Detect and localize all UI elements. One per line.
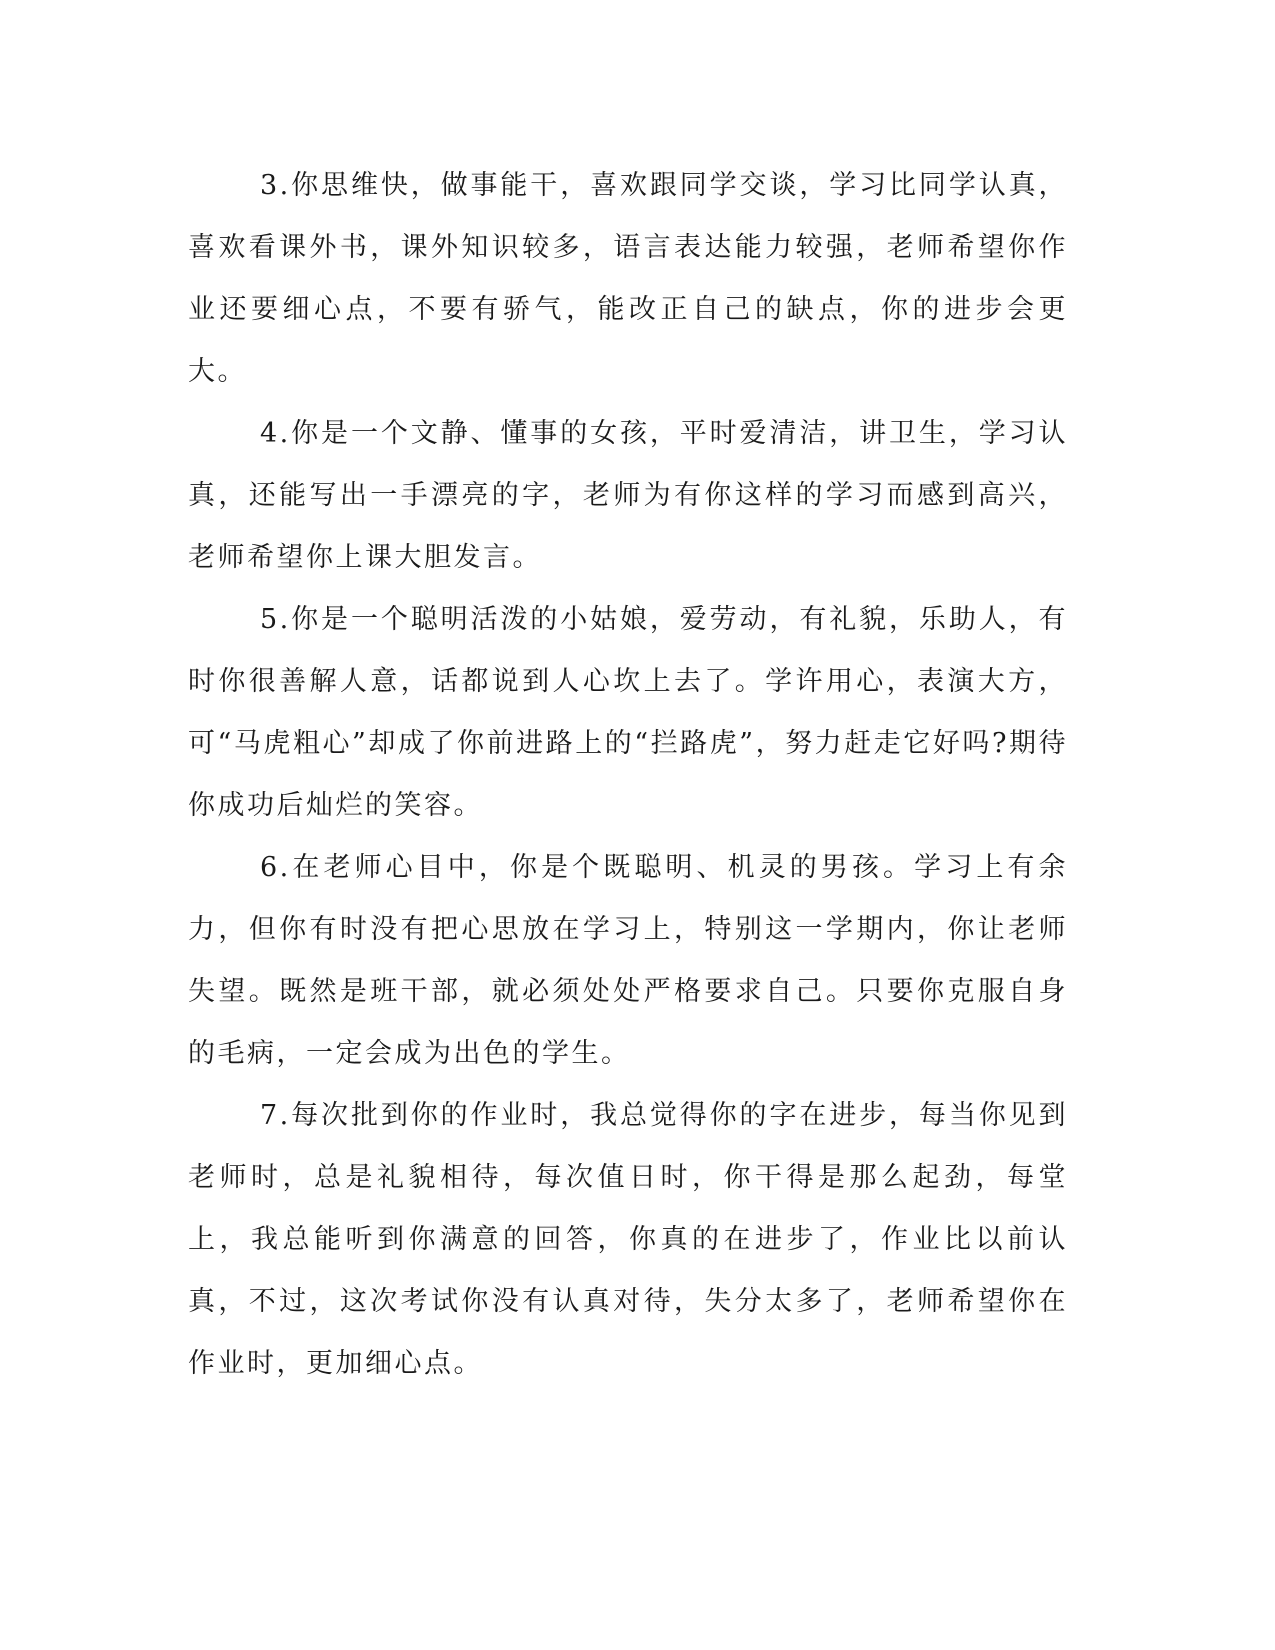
- comment-paragraph-7: 7.每次批到你的作业时，我总觉得你的字在进步，每当你见到老师时，总是礼貌相待，每次值日时，你干得是那么起劲，每堂上，我总能听到你满意的回答，你真的在进步了，作业比以前认真，不过，这次考试你没有认真对待，失分太多了，老师希望你在作业时，更加细心点。: [188, 1100, 1068, 1379]
- document-body: [188, 155, 1068, 1395]
- comment-paragraph-4: 4.你是一个文静、懂事的女孩，平时爱清洁，讲卫生，学习认真，还能写出一手漂亮的字，老师为有你这样的学习而感到高兴，老师希望你上课大胆发言。: [188, 418, 1068, 573]
- comment-paragraph-6: 6.在老师心目中，你是个既聪明、机灵的男孩。学习上有余力，但你有时没有把心思放在学习上，特别这一学期内，你让老师失望。既然是班干部，就必须处处严格要求自己。只要你克服自身的毛病，一定会成为出色的学生。: [188, 852, 1068, 1069]
- comment-paragraph-3: 3.你思维快，做事能干，喜欢跟同学交谈，学习比同学认真，喜欢看课外书，课外知识较多，语言表达能力较强，老师希望你作业还要细心点，不要有骄气，能改正自己的缺点，你的进步会更大。: [188, 170, 1068, 387]
- comment-paragraph-5: 5.你是一个聪明活泼的小姑娘，爱劳动，有礼貌，乐助人，有时你很善解人意，话都说到人心坎上去了。学许用心，表演大方，可“马虎粗心”却成了你前进路上的“拦路虎”，努力赶走它好吗?期待你成功后灿烂的笑容。: [188, 604, 1068, 821]
